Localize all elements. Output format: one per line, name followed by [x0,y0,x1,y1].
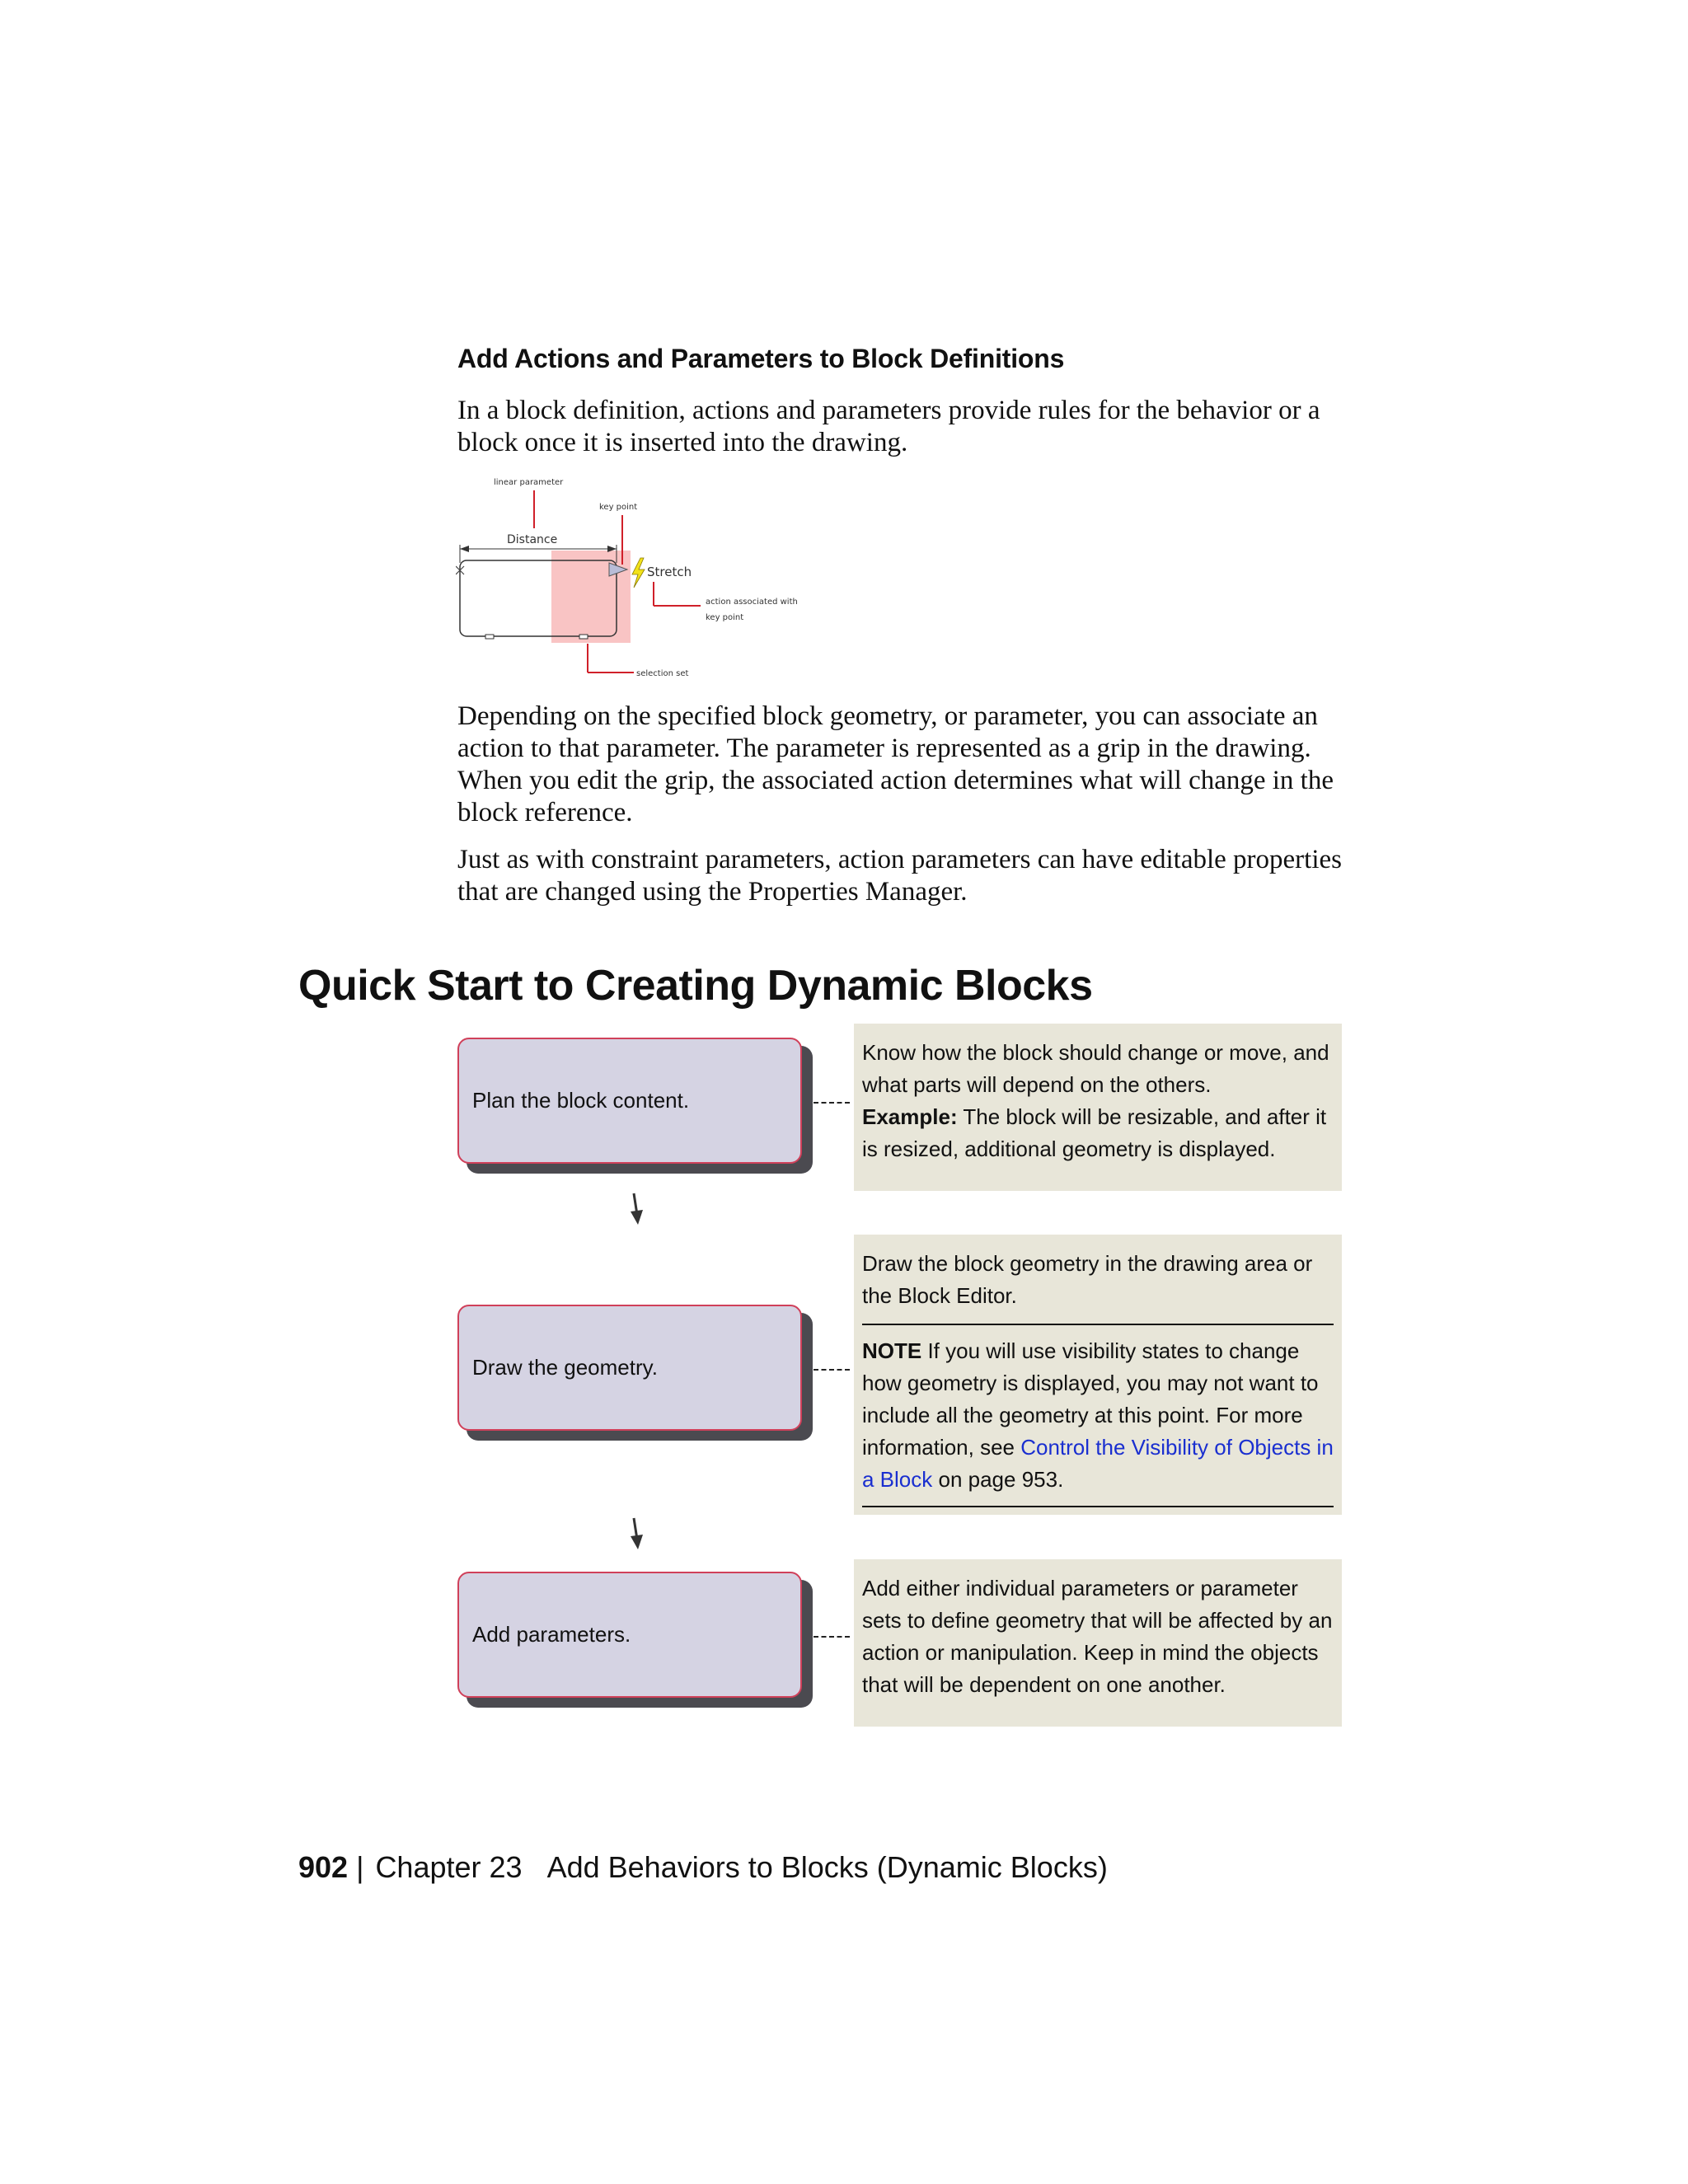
step-plan-block-content [457,1038,802,1164]
note-draw-note [862,1335,1334,1496]
step-draw-geometry [457,1305,802,1431]
note-text: If you will use visibility states to change how geometry is displayed, you may not want to include all the geometry at this point. For more information, see [862,1338,1319,1460]
visibility-link[interactable]: Control the Visibility of Objects in a Block [862,1435,1334,1492]
key-point-label: key point [599,503,638,512]
section-heading: Add Actions and Parameters to Block Definitions [457,344,1065,373]
chapter-label: Chapter 23 [375,1850,523,1884]
note-after-link: on page 953. [932,1467,1064,1492]
note-divider [862,1506,1334,1507]
step-label: Plan the block content. [472,1088,690,1113]
example-label: Example: [862,1104,958,1129]
note-plan-text: Know how the block should change or move, and what parts will depend on the others. [862,1040,1329,1097]
note-plan-example [862,1101,1334,1165]
action-label-line2: key point [706,613,744,622]
lightning-bolt-icon [632,558,645,588]
step-connector [814,1369,850,1371]
action-label-line1: action associated with [706,598,798,607]
down-arrow-icon [624,1516,649,1553]
step-connector [814,1102,850,1104]
down-arrow-icon [624,1192,649,1228]
note-parameters [854,1559,1342,1727]
note-plan [854,1024,1342,1191]
linear-parameter-label: linear parameter [494,478,564,487]
note-parameters-text: Add either individual parameters or parameter sets to define geometry that will be affected by an action or manipulation. Keep in mind the objects that will be dependent on one another. [862,1576,1333,1697]
selection-set-area [551,551,631,643]
page-number: 902 [298,1850,349,1884]
quickstart-heading: Quick Start to Creating Dynamic Blocks [298,962,1093,1010]
page-footer [298,1850,1108,1885]
chapter-title: Add Behaviors to Blocks (Dynamic Blocks) [546,1850,1108,1884]
step-connector [814,1636,850,1638]
note-label: NOTE [862,1338,922,1363]
note-draw-text: Draw the block geometry in the drawing area or the Block Editor. [862,1251,1313,1308]
note-draw [854,1235,1342,1515]
selection-set-label: selection set [636,669,689,678]
stretch-label: Stretch [647,565,692,579]
step-add-parameters [457,1572,802,1698]
step-label: Draw the geometry. [472,1355,658,1380]
paragraph-2: Depending on the specified block geometry, or parameter, you can associate an action to that parameter. The parameter is represented as a grip in the drawing. When you edit the grip, the associated action determines what will change in the block reference. [457,701,1334,827]
example-text: The block will be resizable, and after it is resized, additional geometry is displayed. [862,1104,1327,1161]
step-label: Add parameters. [472,1622,631,1647]
note-divider [862,1324,1334,1325]
footer-separator: | [348,1850,373,1884]
distance-label: Distance [507,533,558,546]
paragraph-3: Just as with constraint parameters, action parameters can have editable properties that are changed using the Properties Manager. [457,845,1342,907]
intro-paragraph: In a block definition, actions and parameters provide rules for the behavior or a block once it is inserted into the drawing. [457,396,1320,457]
block-parameters-figure [456,472,827,682]
